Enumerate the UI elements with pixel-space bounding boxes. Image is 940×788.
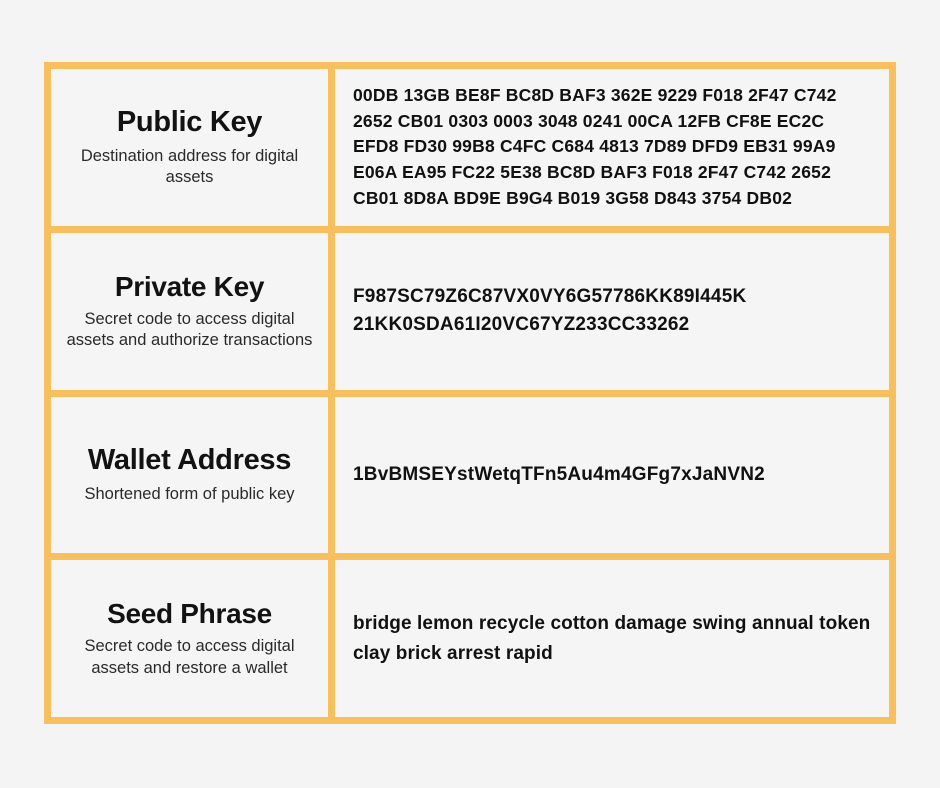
row-value-private-key (335, 233, 889, 390)
row-label-private-key (51, 233, 335, 390)
crypto-key-terms-table (44, 62, 896, 724)
row-value-public-key (335, 69, 889, 226)
row-title: Wallet Address (87, 444, 292, 477)
table-row (51, 69, 889, 233)
row-value-seed-phrase (335, 560, 889, 717)
value-text: bridge lemon recycle cotton damage swing annual token clay brick arrest rapid (353, 613, 871, 664)
row-title: Public Key (116, 106, 263, 139)
value-text: F987SC79Z6C87VX0VY6G57786KK89I445K 21KK0SDA61I20VC67YZ233CC33262 (353, 285, 747, 336)
row-subtitle: Destination address for digital assets (80, 146, 299, 187)
row-subtitle: Secret code to access digital assets and restore a wallet (84, 637, 295, 677)
value-text: 1BvBMSEYstWetqTFn5Au4m4GFg7xJaNVN2 (353, 463, 765, 485)
table-row (51, 233, 889, 397)
row-label-public-key (51, 69, 335, 226)
row-value-wallet-address (335, 397, 889, 554)
table-row (51, 397, 889, 561)
row-label-wallet-address (51, 397, 335, 554)
row-title: Seed Phrase (107, 598, 272, 630)
row-label-seed-phrase (51, 560, 335, 717)
table-row (51, 560, 889, 717)
row-subtitle: Secret code to access digital assets and authorize transactions (66, 309, 313, 350)
row-subtitle: Shortened form of public key (84, 484, 295, 503)
row-title: Private Key (114, 270, 265, 302)
value-text: 00DB 13GB BE8F BC8D BAF3 362E 9229 F018 2F47 C742 2652 CB01 0303 0003 3048 0241 00CA 12FB CF8E EC2C EFD8 FD30 99B8 C4FC C684 4813 7D89 DFD9 EB31 99A9 E06A EA95 FC22 5E38 BC8D BAF3 F018 2F47 C742 2652 CB01 8D8A BD9E B9G4 B019 3G58 D843 3754 DB02 (353, 84, 837, 209)
